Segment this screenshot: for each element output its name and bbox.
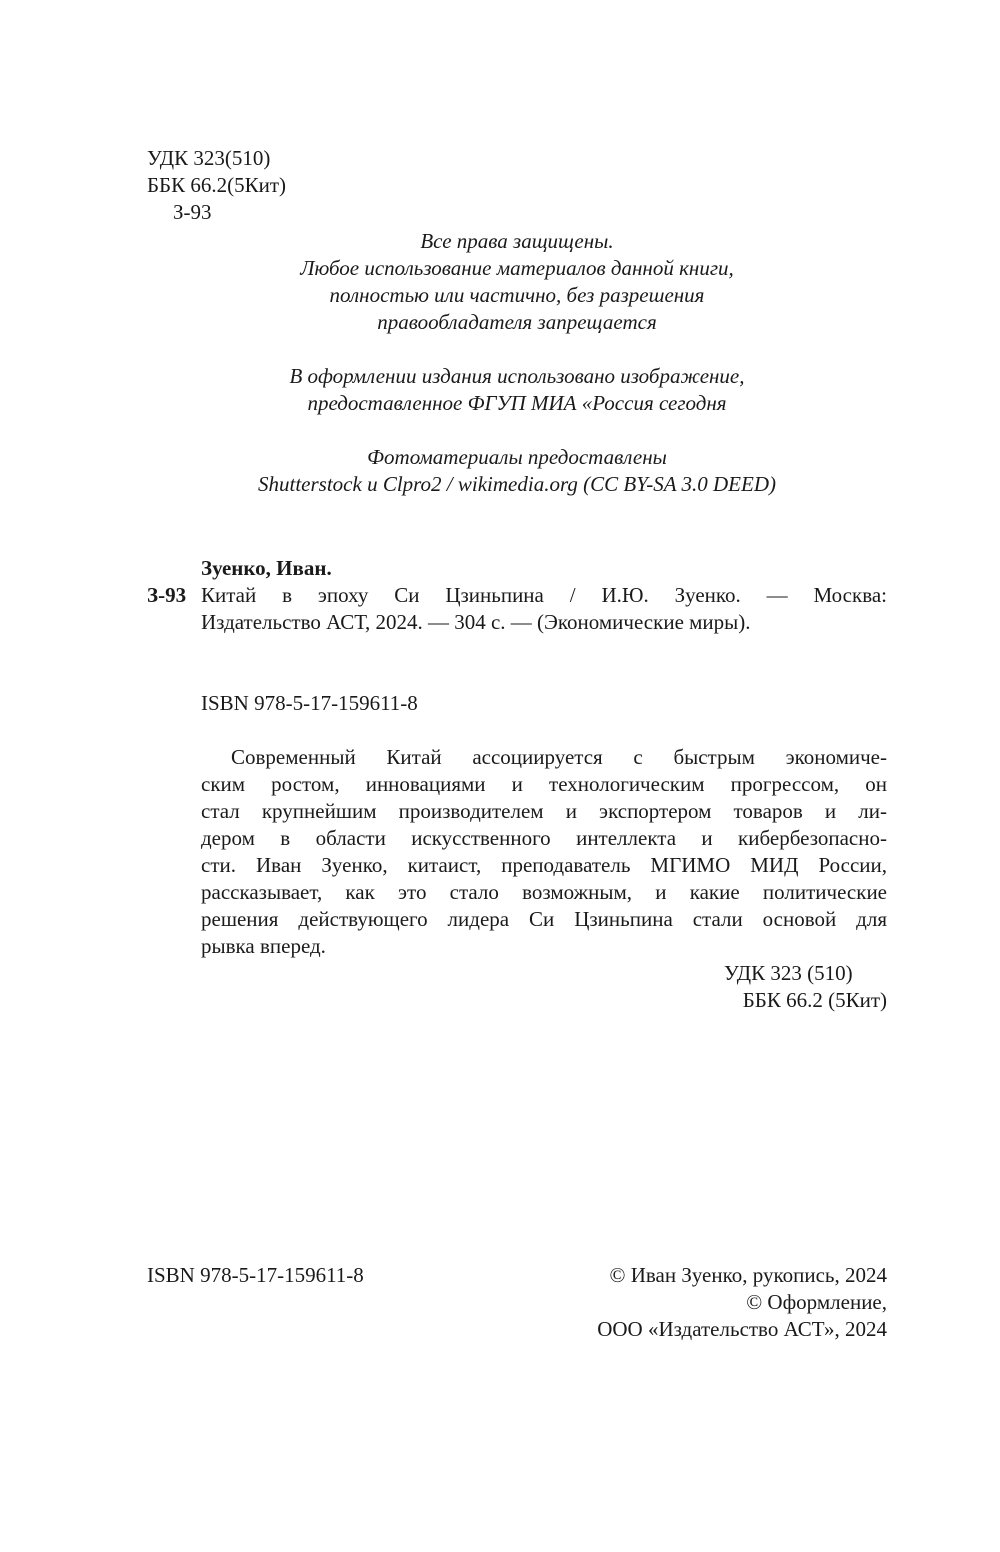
annotation-bbk: ББК 66.2 (5Кит) — [742, 988, 887, 1012]
annotation-line-2: ским ростом, инновациями и технологическим прогрессом, он — [201, 772, 887, 796]
annotation-line-6: рассказывает, как это стало возможным, и какие политические — [201, 880, 887, 904]
annotation-line-8: рывка вперед. — [201, 934, 326, 958]
author-mark: З-93 — [173, 200, 212, 224]
rights-notice-line-3: полностью или частично, без разрешения — [329, 283, 705, 307]
bibliographic-line-1: Китай в эпоху Си Цзиньпина / И.Ю. Зуенко. — Москва: — [201, 583, 887, 607]
annotation-line-4: дером в области искусственного интеллекта и кибербезопасно- — [201, 826, 887, 850]
rights-notice-line-2: Любое использование материалов данной книги, — [300, 256, 734, 280]
photo-notice-line-1: Фотоматериалы предоставлены — [367, 445, 667, 469]
rights-notice-line-1: Все права защищены. — [420, 229, 614, 253]
annotation-line-5: сти. Иван Зуенко, китаист, преподаватель МГИМО МИД России, — [201, 853, 887, 877]
annotation-udk: УДК 323 (510) — [724, 961, 853, 985]
bbk-code: ББК 66.2(5Кит) — [147, 173, 287, 197]
bibliographic-line-2: Издательство АСТ, 2024. — 304 с. — (Экономические миры). — [201, 610, 751, 634]
copyright-publisher: ООО «Издательство АСТ», 2024 — [597, 1317, 887, 1341]
copyright-design: © Оформление, — [746, 1290, 887, 1314]
author-mark-bold: З-93 — [147, 583, 187, 607]
photo-notice-line-2: Shutterstock и Clpro2 / wikimedia.org (CC BY-SA 3.0 DEED) — [258, 472, 776, 496]
copyright-author: © Иван Зуенко, рукопись, 2024 — [609, 1263, 887, 1287]
design-notice-line-1: В оформлении издания использовано изображение, — [289, 364, 745, 388]
udk-code: УДК 323(510) — [147, 146, 271, 170]
rights-notice-line-4: правообладателя запрещается — [377, 310, 657, 334]
annotation-line-1: Современный Китай ассоциируется с быстрым экономиче- — [231, 745, 887, 769]
annotation-line-7: решения действующего лидера Си Цзиньпина стали основой для — [201, 907, 887, 931]
annotation-line-3: стал крупнейшим производителем и экспортером товаров и ли- — [201, 799, 887, 823]
footer-isbn: ISBN 978-5-17-159611-8 — [147, 1263, 364, 1287]
design-notice-line-2: предоставленное ФГУП МИА «Россия сегодня — [307, 391, 727, 415]
author-heading: Зуенко, Иван. — [201, 556, 332, 580]
isbn-record: ISBN 978-5-17-159611-8 — [201, 691, 418, 715]
